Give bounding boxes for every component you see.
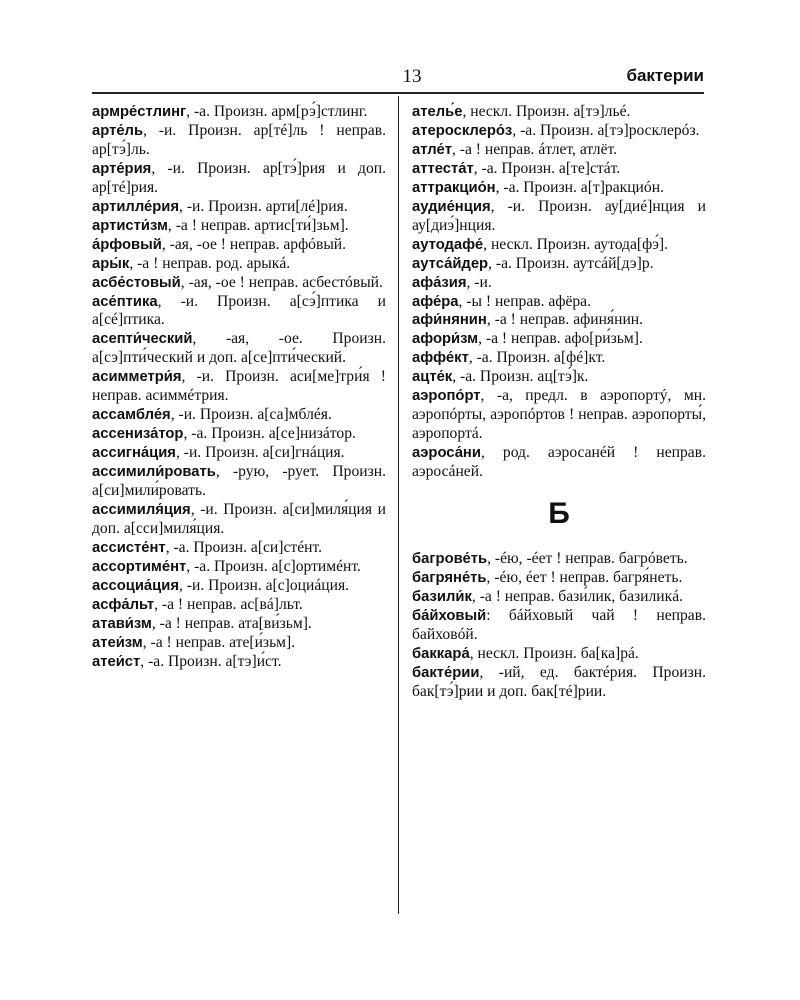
entry-headword: атле́т <box>412 141 452 158</box>
dictionary-entry <box>92 330 386 368</box>
dictionary-entry <box>412 311 706 330</box>
entry-headword: ассамбле́я <box>92 407 171 424</box>
entry-headword: асфа́льт <box>92 596 155 613</box>
page-number: 13 <box>402 66 422 87</box>
entry-headword: аэроса́ни <box>412 445 481 462</box>
dictionary-entry <box>92 634 386 653</box>
entry-headword: ассениза́тор <box>92 426 184 443</box>
dictionary-entry <box>92 293 386 331</box>
entry-headword: афори́зм <box>412 331 479 348</box>
entry-body: , -а ! неправ. ас[вá]льт. <box>154 595 303 613</box>
entry-body: , -и. Произн. аси[ме]три́я ! неправ. асиммéтрия. <box>92 368 386 405</box>
entry-body: , -а ! неправ. бази́лик, базиликá. <box>471 587 684 605</box>
dictionary-entry <box>412 293 706 312</box>
entry-body: , -а. Произн. а[се]низáтор. <box>183 425 356 443</box>
dictionary-entry <box>412 160 706 179</box>
entry-body: , нескл. Произн. ба[ка]рá. <box>469 644 639 662</box>
dictionary-entry <box>412 349 706 368</box>
entry-headword: ассимиля́ция <box>92 502 191 519</box>
entry-body: , -рую, -рует. Произн. а[си]мили́ровать. <box>92 463 386 500</box>
dictionary-entry <box>92 160 386 198</box>
entry-body: , -а. Произн. а[т]ракциóн. <box>495 178 664 196</box>
entry-body: , -а. Произн. а[тэ]росклерóз. <box>512 121 700 139</box>
dictionary-entry <box>412 122 706 141</box>
entry-headword: багряне́ть <box>412 570 487 587</box>
entry-body: , -и. Произн. ар[тэ́]рия и доп. ар[тé]рия. <box>92 159 386 196</box>
entry-body: , -а ! неправ. афиня́нин. <box>486 311 644 329</box>
dictionary-entry <box>92 255 386 274</box>
dictionary-entry <box>92 615 386 634</box>
dictionary-entry <box>412 387 706 444</box>
entry-headword: аттракцио́н <box>412 179 496 196</box>
dictionary-entry <box>412 444 706 482</box>
entry-body: , -а. Произн. а[с]ортимéнт. <box>186 557 361 575</box>
entry-body: , -ая, -ое ! неправ. асбестóвый. <box>180 273 383 291</box>
entry-headword: афе́ра <box>412 293 459 310</box>
entry-headword: аутодафе́ <box>412 236 484 253</box>
entry-body: , -и. <box>466 273 492 291</box>
dictionary-entry <box>92 368 386 406</box>
right-column <box>412 103 706 702</box>
entry-body: , -а ! неправ. род. арыкá. <box>129 254 291 272</box>
entry-body: , -а ! неправ. ате[и́зьм]. <box>142 633 296 651</box>
entry-headword: асбе́стовый <box>92 274 181 291</box>
entry-headword: арте́рия <box>92 160 152 177</box>
dictionary-entry <box>412 236 706 255</box>
dictionary-entry <box>412 330 706 349</box>
dictionary-entry <box>412 368 706 387</box>
entry-headword: ассигна́ция <box>92 445 176 462</box>
dictionary-entry <box>92 274 386 293</box>
entry-headword: атель́е <box>412 104 463 120</box>
dictionary-entry <box>92 463 386 501</box>
entry-body: , -и. Произн. а[сэ́]птика и а[сé]птика. <box>92 292 386 329</box>
entry-headword: атеросклеро́з <box>412 122 513 139</box>
entry-headword: афа́зия <box>412 274 467 291</box>
dictionary-entry <box>412 103 706 122</box>
entry-body: , -а. Произн. а[фé]кт. <box>468 349 606 367</box>
entry-headword: ба́йховый <box>412 607 487 624</box>
entry-headword: атеи́зм <box>92 634 143 651</box>
dictionary-entry <box>92 539 386 558</box>
dictionary-entry <box>92 236 386 255</box>
dictionary-entry <box>92 577 386 596</box>
running-head: бактерии <box>626 66 704 85</box>
dictionary-entry <box>92 501 386 539</box>
entry-headword: а́рфовый <box>92 236 162 253</box>
entry-body: , -а. Произн. арм[рэ́]стлинг. <box>186 103 368 120</box>
entry-headword: афи́нянин <box>412 312 487 329</box>
entry-headword: ацте́к <box>412 369 453 386</box>
entry-body: , -ий, ед. бактéрия. Произн. бак[тэ́]рии и доп. бак[тé]рии. <box>412 663 706 700</box>
entry-headword: армре́стлинг <box>92 104 187 120</box>
entry-headword: артисти́зм <box>92 217 168 234</box>
entry-headword: асепти́ческий <box>92 331 193 348</box>
entry-headword: артилле́рия <box>92 198 180 215</box>
entry-body: , -а. Произн. а[си]стéнт. <box>165 538 323 556</box>
entry-body: , -а ! неправ. áтлет, атлёт. <box>451 140 618 158</box>
entry-body: , -а. Произн. а[те]стáт. <box>473 159 621 177</box>
entry-body: , -а ! неправ. артис[ти́]зьм]. <box>167 216 349 234</box>
entry-headword: аутса́йдер <box>412 255 489 272</box>
entry-body: , -и. Произн. ау[диé]нция и ау[диэ́]нция. <box>412 197 706 234</box>
dictionary-entry <box>412 664 706 702</box>
entry-body: , нескл. Произн. а[тэ]льé. <box>462 103 631 120</box>
dictionary-entry <box>412 588 706 607</box>
entry-body: , -éю, -éет ! неправ. багрóветь. <box>487 550 688 568</box>
entry-body: , -а. Произн. а[тэ]и́ст. <box>140 652 282 670</box>
dictionary-entry <box>412 569 706 588</box>
dictionary-entry <box>412 255 706 274</box>
entry-body: , -éю, éет ! неправ. багря́неть. <box>486 569 683 587</box>
dictionary-entry <box>92 103 386 122</box>
dictionary-entry <box>412 274 706 293</box>
entry-body: , -и. Произн. а[си]гнáция. <box>175 444 345 462</box>
dictionary-entry <box>92 425 386 444</box>
dictionary-entry <box>92 122 386 160</box>
entry-body: : бáйховый чай ! неправ. байховóй. <box>412 606 706 643</box>
entry-headword: бакте́рии <box>412 664 480 681</box>
dictionary-entry <box>412 141 706 160</box>
entry-body: , -ая, -ое. Произн. а[сэ]пти́ческий и доп. а[се]пти́ческий. <box>92 330 386 367</box>
entry-body: , -и. Произн. ар[тé]ль ! неправ. ар[тэ́]ль. <box>92 121 386 158</box>
dictionary-entry <box>92 198 386 217</box>
entry-headword: атави́зм <box>92 615 152 632</box>
entry-body: , -ы ! неправ. афёра. <box>458 292 591 310</box>
entry-headword: ассортиме́нт <box>92 558 187 575</box>
dictionary-entry <box>412 645 706 664</box>
entry-body: , -а. Произн. ац[тэ́]к. <box>452 368 589 386</box>
page-header <box>92 62 704 92</box>
entry-headword: асимметри́я <box>92 369 182 386</box>
entry-headword: аэропо́рт <box>412 388 481 405</box>
dictionary-entry <box>92 444 386 463</box>
entry-headword: асе́птика <box>92 293 158 310</box>
entry-body: , -и. Произн. а[си]миля́ция и доп. а[сси]миля́ция. <box>92 501 386 537</box>
entry-body: , -и. Произн. а[са]мблéя. <box>170 406 332 424</box>
dictionary-entry <box>412 198 706 236</box>
column-divider <box>398 96 399 914</box>
left-column <box>92 103 386 672</box>
entry-body: , -а ! неправ. ата[ви́зьм]. <box>151 614 312 632</box>
dictionary-entry <box>412 179 706 198</box>
dictionary-entry <box>92 558 386 577</box>
dictionary-entry <box>412 550 706 569</box>
entry-headword: баккара́ <box>412 645 470 662</box>
entry-body: , нескл. Произн. аутода[фэ́]. <box>483 235 668 253</box>
dictionary-entry <box>92 653 386 672</box>
entry-body: , род. аэросанéй ! неправ. аэросáней. <box>412 444 706 481</box>
entry-headword: ары́к <box>92 255 130 272</box>
entry-body: , -а ! неправ. афо[ри́зьм]. <box>478 330 643 348</box>
entry-body: , -и. Произн. а[с]оциáция. <box>178 576 350 594</box>
dictionary-entry <box>92 596 386 615</box>
dictionary-entry <box>92 217 386 236</box>
entry-headword: аудие́нция <box>412 198 491 215</box>
dictionary-entry <box>92 406 386 425</box>
entry-body: , -ая, -ое ! неправ. арфóвый. <box>161 235 347 253</box>
entry-headword: базили́к <box>412 588 472 605</box>
entry-body: , -а. Произн. аутсáй[дэ]р. <box>488 254 654 272</box>
entry-headword: атеи́ст <box>92 653 141 670</box>
letter-section-heading: Б <box>548 497 570 531</box>
entry-headword: ассимили́ровать <box>92 464 216 481</box>
header-rule <box>92 92 704 94</box>
entry-headword: багрове́ть <box>412 551 488 568</box>
entry-headword: ассоциа́ция <box>92 577 179 594</box>
dictionary-entry <box>412 607 706 645</box>
entry-headword: аффе́кт <box>412 350 469 367</box>
entry-headword: аттеста́т <box>412 160 474 177</box>
entry-headword: ассисте́нт <box>92 539 166 556</box>
entry-body: , -а, предл. в аэропортý, мн. аэропóрты, аэропóртов ! неправ. аэропорты́, аэропортá. <box>412 387 706 443</box>
entry-body: , -и. Произн. арти[лé]рия. <box>179 197 348 215</box>
entry-headword: арте́ль <box>92 122 144 139</box>
